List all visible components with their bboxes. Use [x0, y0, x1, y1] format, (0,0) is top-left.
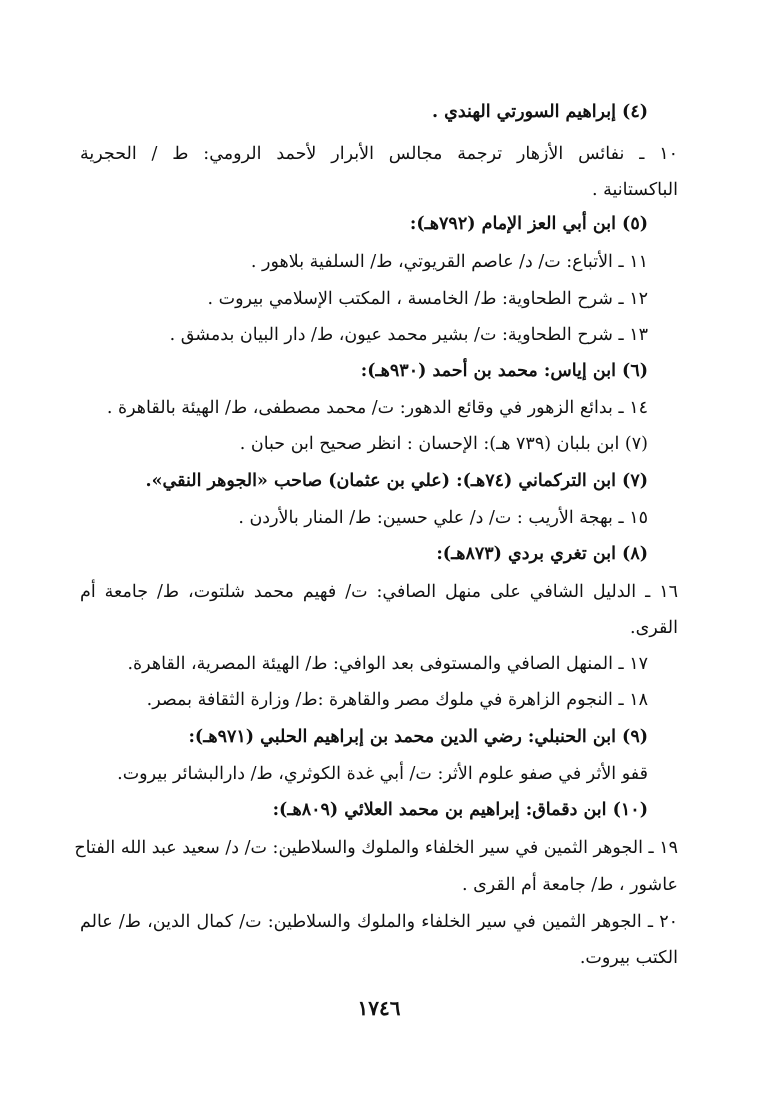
entry-text: ١٤ ـ بدائع الزهور في وقائع الدهور: ت/ محمد مصطفى، ط/ الهيئة بالقاهرة .	[106, 398, 648, 418]
section-heading: (٨) ابن تغري بردي (٨٧٣هـ):	[436, 544, 648, 564]
entry-text: ١٣ ـ شرح الطحاوية: ت/ بشير محمد عيون، ط/ دار البيان بدمشق .	[169, 325, 648, 345]
entry-text: ١٨ ـ النجوم الزاهرة في ملوك مصر والقاهرة :ط/ وزارة الثقافة بمصر.	[146, 690, 648, 710]
page-number: ١٧٤٦	[357, 996, 401, 1020]
entry-text: ١١ ـ الأتباع: ت/ د/ عاصم القريوتي، ط/ السلفية بلاهور .	[250, 252, 648, 272]
section-heading: (٥) ابن أبي العز الإمام (٧٩٢هـ):	[409, 214, 648, 234]
entry-text: ١٦ ـ الدليل الشافي على منهل الصافي: ت/ فهيم محمد شلتوت، ط/ جامعة أم	[80, 582, 678, 602]
entry-continuation: الكتب بيروت.	[579, 948, 678, 968]
entry-text: ١٩ ـ الجوهر الثمين في سير الخلفاء والملوك والسلاطين: ت/ د/ سعيد عبد الله الفتاح	[74, 838, 678, 858]
section-heading: (٤) إبراهيم السورتي الهندي .	[431, 102, 648, 122]
entry-continuation: القرى.	[630, 618, 678, 638]
entry-text: ١٢ ـ شرح الطحاوية: ط/ الخامسة ، المكتب الإسلامي بيروت .	[207, 289, 648, 309]
entry-text: قفو الأثر في صفو علوم الأثر: ت/ أبي غدة الكوثري، ط/ دارالبشائر بيروت.	[117, 764, 648, 784]
entry-text: ١٧ ـ المنهل الصافي والمستوفى بعد الوافي: ط/ الهيئة المصرية، القاهرة.	[127, 654, 648, 674]
section-note: (٧) ابن بلبان (٧٣٩ هـ): الإحسان : انظر صحيح ابن حبان .	[239, 434, 648, 454]
entry-continuation: عاشور ، ط/ جامعة أم القرى .	[461, 875, 678, 895]
entry-continuation: الباكستانية .	[591, 180, 678, 200]
section-heading: (٩) ابن الحنبلي: رضي الدين محمد بن إبراهيم الحلبي (٩٧١هـ):	[188, 727, 648, 747]
section-heading: (٧) ابن التركماني (٧٤هـ): (علي بن عثمان) صاحب «الجوهر النقي».	[145, 471, 648, 491]
entry-text: ١٠ ـ نفائس الأزهار ترجمة مجالس الأبرار لأحمد الرومي: ط / الحجرية	[80, 144, 678, 164]
entry-text: ١٥ ـ بهجة الأريب : ت/ د/ علي حسين: ط/ المنار بالأردن .	[238, 508, 648, 528]
section-heading: (١٠) ابن دقماق: إبراهيم بن محمد العلائي (٨٠٩هـ):	[272, 800, 648, 820]
section-heading: (٦) ابن إياس: محمد بن أحمد (٩٣٠هـ):	[360, 361, 648, 381]
entry-text: ٢٠ ـ الجوهر الثمين في سير الخلفاء والملوك والسلاطين: ت/ كمال الدين، ط/ عالم	[80, 912, 678, 932]
